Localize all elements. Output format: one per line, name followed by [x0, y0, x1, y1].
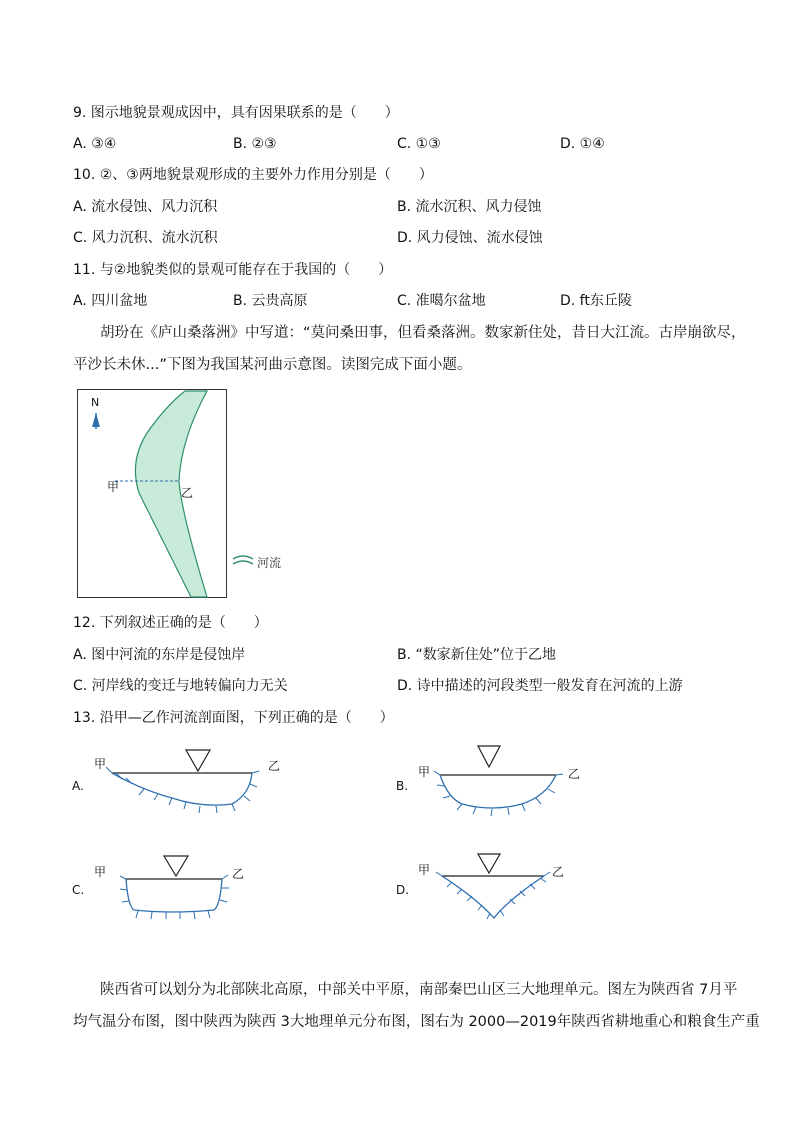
shaanxi-intro-line-2: 均气温分布图，图中陕西为陕西 3大地理单元分布图，图右为 2000—2019年陕西省耕地重心和粮食生产重 [73, 1014, 760, 1030]
q9-option-d: D. ①④ [560, 136, 605, 152]
profile-b-yi: 乙 [568, 767, 581, 781]
profile-d-jia: 甲 [418, 863, 431, 877]
legend-river-icon [233, 556, 253, 564]
water-level-icon [186, 750, 210, 771]
profile-d [396, 850, 616, 940]
water-level-icon [164, 856, 188, 876]
profile-b [396, 742, 616, 832]
profile-c-jia: 甲 [94, 865, 107, 879]
q10-option-d: D. 风力侵蚀、流水侵蚀 [397, 230, 543, 246]
profile-d-label: D. [396, 883, 410, 897]
label-yi: 乙 [181, 486, 194, 500]
profile-d-yi: 乙 [552, 865, 565, 879]
water-level-icon [478, 854, 500, 873]
q12-stem: 12. 下列叙述正确的是（ ） [73, 615, 268, 631]
profile-b-jia: 甲 [418, 765, 431, 779]
q10-option-a: A. 流水侵蚀、风力沉积 [73, 199, 218, 215]
profile-c-label: C. [72, 883, 85, 897]
profile-a-jia: 甲 [94, 757, 107, 771]
profile-a [72, 742, 292, 832]
poem-intro-line-2: 平沙长未休...”下图为我国某河曲示意图。读图完成下面小题。 [73, 357, 472, 373]
q11-stem: 11. 与②地貌类似的景观可能存在于我国的（ ） [73, 262, 393, 278]
q12-option-b: B. “数家新住处”位于乙地 [397, 647, 557, 663]
q11-option-a: A. 四川盆地 [73, 293, 148, 309]
q9-stem: 9. 图示地貌景观成因中，具有因果联系的是（ ） [73, 105, 399, 121]
q12-option-a: A. 图中河流的东岸是侵蚀岸 [73, 647, 246, 663]
north-label: N [91, 396, 100, 409]
q10-option-b: B. 流水沉积、风力侵蚀 [397, 199, 542, 215]
q11-option-c: C. 准噶尔盆地 [397, 293, 486, 309]
q11-option-d: D. ft东丘陵 [560, 293, 632, 309]
label-jia: 甲 [107, 480, 120, 494]
profile-b-label: B. [396, 779, 409, 793]
q9-option-c: C. ①③ [397, 136, 441, 152]
q12-option-c: C. 河岸线的变迁与地转偏向力无关 [73, 678, 288, 694]
q12-option-d: D. 诗中描述的河段类型一般发育在河流的上游 [397, 678, 683, 694]
poem-intro-line-1: 胡玢在《庐山桑落洲》中写道：“莫问桑田事，但看桑落洲。数家新住处，昔日大江流。古岸崩欲尽， [100, 325, 746, 341]
q9-option-b: B. ②③ [233, 136, 277, 152]
q9-option-a: A. ③④ [73, 136, 117, 152]
q11-option-b: B. 云贵高原 [233, 293, 308, 309]
river-meander-map [77, 389, 307, 599]
q10-stem: 10. ②、③两地貌景观形成的主要外力作用分别是（ ） [73, 167, 433, 183]
shaanxi-intro-line-1: 陕西省可以划分为北部陕北高原，中部关中平原，南部秦巴山区三大地理单元。图左为陕西省 7月平 [100, 982, 738, 998]
profile-c-yi: 乙 [232, 867, 245, 881]
profile-a-label: A. [72, 779, 84, 793]
q13-stem: 13. 沿甲—乙作河流剖面图，下列正确的是（ ） [73, 710, 394, 726]
profile-a-yi: 乙 [268, 759, 281, 773]
water-level-icon [478, 746, 500, 767]
q10-option-c: C. 风力沉积、流水沉积 [73, 230, 218, 246]
legend-river-label: 河流 [257, 556, 282, 570]
profile-c [72, 850, 292, 940]
